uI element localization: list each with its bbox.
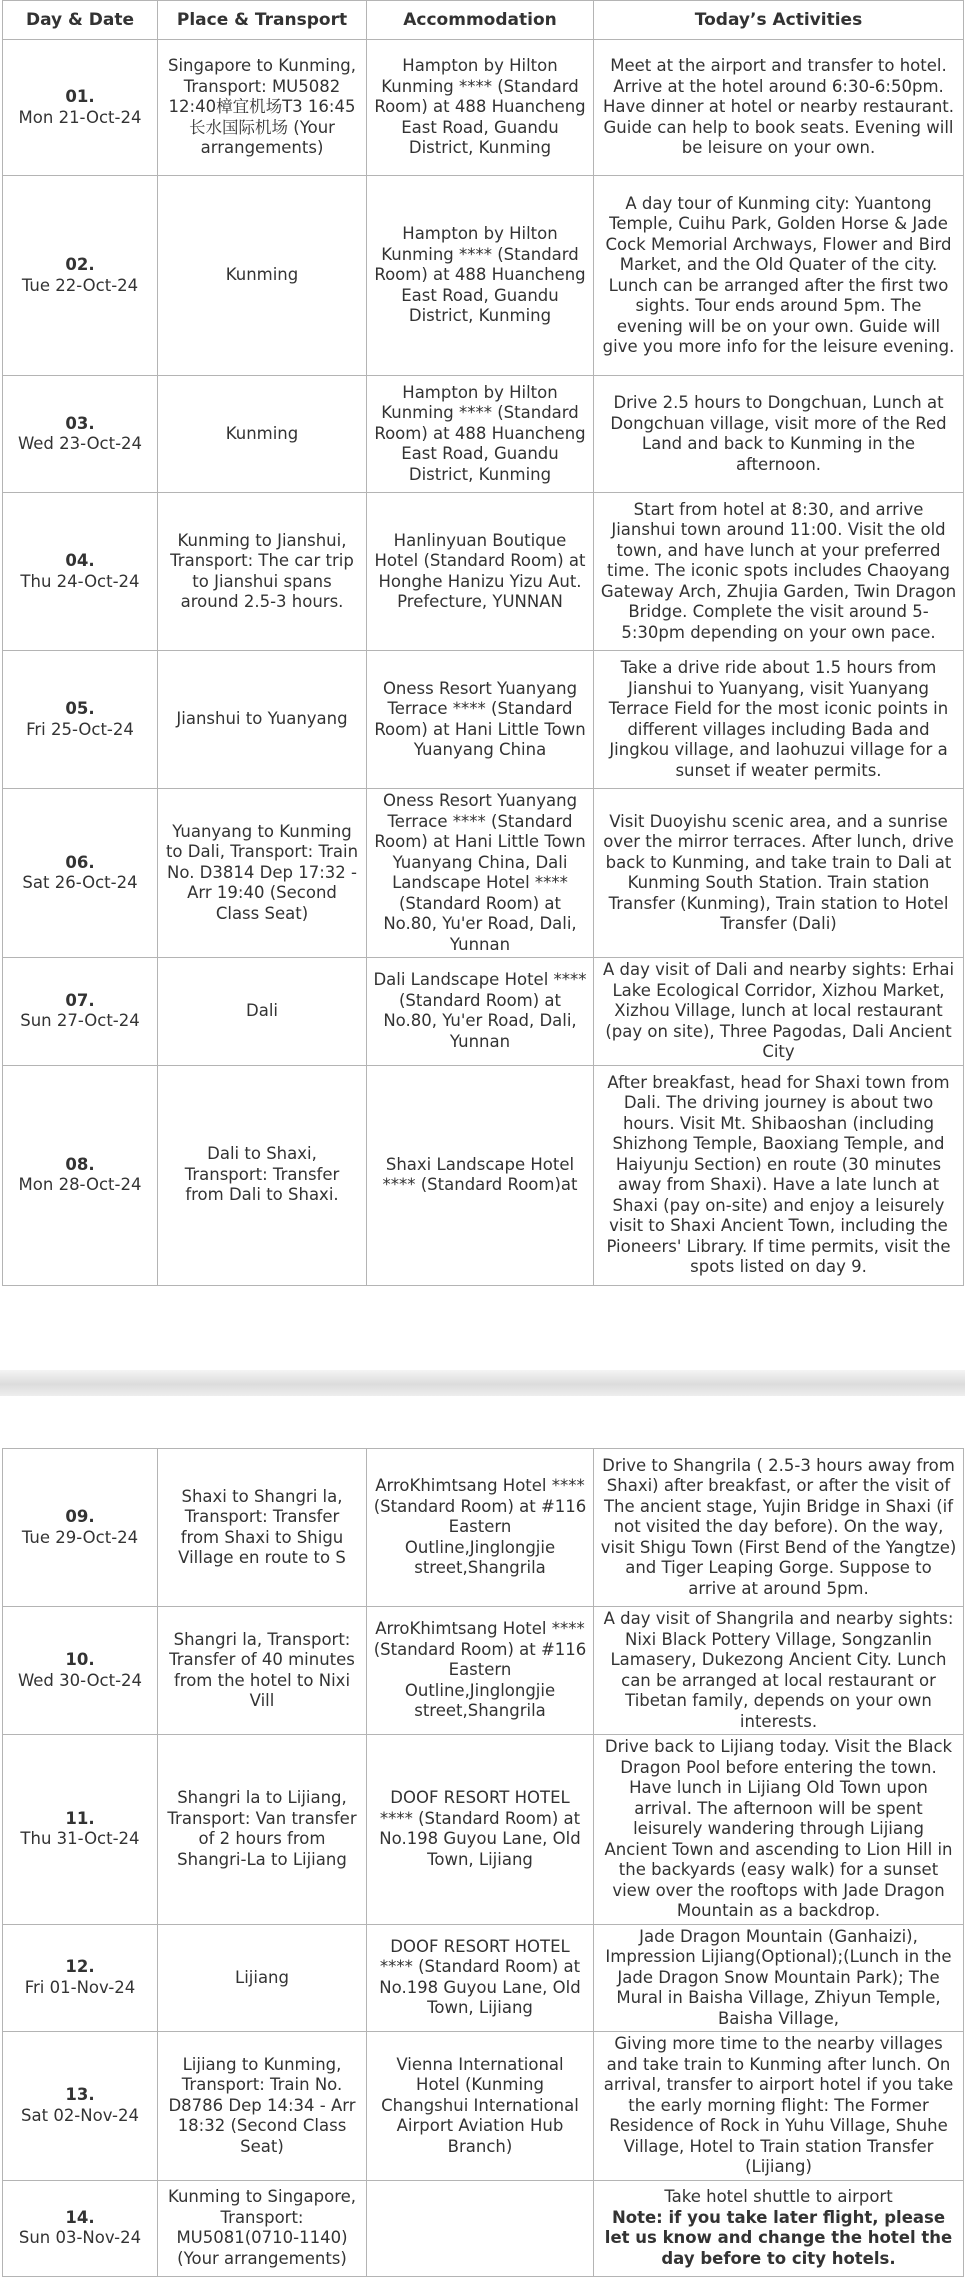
itinerary-page-1	[2, 0, 963, 1286]
day-number: 08.	[65, 1154, 95, 1174]
day-number: 04.	[65, 551, 95, 570]
accommodation-cell	[367, 2180, 594, 2276]
day-date: Tue 29-Oct-24	[21, 1527, 139, 1547]
accommodation-cell: Dali Landscape Hotel **** (Standard Room) at No.80, Yu'er Road, Dali, Yunnan	[367, 958, 594, 1066]
day-date-cell	[3, 2180, 158, 2276]
day-date: Thu 24-Oct-24	[20, 571, 140, 591]
place-transport-cell: Dali	[158, 958, 367, 1066]
day-number: 06.	[65, 852, 95, 872]
day-date: Wed 30-Oct-24	[17, 1670, 143, 1690]
table-row	[3, 1607, 964, 1735]
activities-cell: Drive back to Lijiang today. Visit the Black Dragon Pool before entering the town. Have lunch in Lijiang Old Town upon arrival. The afternoon will be spent leisurely wandering through Lijiang Ancient Town and ascending to Lion Hill in the backyards (easy walk) for a sunset view over the rooftops with Jade Dragon Mountain as a backdrop.	[594, 1735, 964, 1925]
day-number: 01.	[65, 87, 95, 106]
accommodation-cell: Hampton by Hilton Kunming **** (Standard Room) at 488 Huancheng East Road, Guandu District, Kunming	[367, 376, 594, 493]
header-place-transport: Place & Transport	[158, 1, 367, 40]
activities-cell: After breakfast, head for Shaxi town from Dali. The driving journey is about two hours. Visit Mt. Shibaoshan (including Shizhong Temple, Baoxiang Temple, and Haiyunju Section) en route (30 minutes away from Shaxi). Have a late lunch at Shaxi (pay on-site) and enjoy a leisurely visit to Shaxi Ancient Town, including the Pioneers' Library. If time permits, visit the spots listed on day 9.	[594, 1065, 964, 1285]
place-transport-cell: Yuanyang to Kunming to Dali, Transport: Train No. D3814 Dep 17:32 - Arr 19:40 (Second Class Seat)	[158, 789, 367, 958]
place-transport-cell: Kunming to Jianshui, Transport: The car trip to Jianshui spans around 2.5-3 hours.	[158, 493, 367, 651]
day-date-cell	[3, 958, 158, 1066]
table-row	[3, 40, 964, 176]
day-date: Sat 02-Nov-24	[21, 2105, 139, 2125]
activities-cell	[594, 2180, 964, 2276]
activities-cell: Jade Dragon Mountain (Ganhaizi), Impression Lijiang(Optional);(Lunch in the Jade Dragon Snow Mountain Park); The Mural in Baisha Village, Zhiyun Temple, Baisha Village,	[594, 1924, 964, 2032]
day-date: Tue 22-Oct-24	[21, 275, 139, 295]
accommodation-cell: Shaxi Landscape Hotel **** (Standard Room)at	[367, 1065, 594, 1285]
table-row	[3, 958, 964, 1066]
day-date: Sat 26-Oct-24	[22, 873, 138, 892]
day-date-cell	[3, 1065, 158, 1285]
accommodation-cell: Hampton by Hilton Kunming **** (Standard Room) at 488 Huancheng East Road, Guandu District, Kunming	[367, 40, 594, 176]
accommodation-cell: Oness Resort Yuanyang Terrace **** (Standard Room) at Hani Little Town Yuanyang China, Dali Landscape Hotel **** (Standard Room) at No.80, Yu'er Road, Dali, Yunnan	[367, 789, 594, 958]
day-date-cell	[3, 2032, 158, 2181]
activities-cell: Drive to Shangrila ( 2.5-3 hours away from Shaxi) after breakfast, or after the visit of The ancient stage, Yujin Bridge in Shaxi (if not visited the day before). On the way, visit Shigu Town (First Bend of the Yangtze) and Tiger Leaping Gorge. Suppose to arrive at around 5pm.	[594, 1449, 964, 1607]
accommodation-cell: DOOF RESORT HOTEL **** (Standard Room) at No.198 Guyou Lane, Old Town, Lijiang	[367, 1735, 594, 1925]
day-date: Mon 21-Oct-24	[18, 107, 142, 127]
table-row	[3, 2180, 964, 2276]
day-number: 10.	[65, 1650, 95, 1669]
day-date-cell	[3, 1607, 158, 1735]
place-transport-cell: Lijiang to Kunming, Transport: Train No. D8786 Dep 14:34 - Arr 18:32 (Second Class Seat)	[158, 2032, 367, 2181]
page-separator	[0, 1370, 965, 1396]
day-date-cell	[3, 789, 158, 958]
accommodation-cell: Hanlinyuan Boutique Hotel (Standard Room) at Honghe Hanizu Yizu Aut. Prefecture, YUNNAN	[367, 493, 594, 651]
accommodation-cell: Oness Resort Yuanyang Terrace **** (Standard Room) at Hani Little Town Yuanyang China	[367, 651, 594, 789]
day-number: 14.	[65, 2207, 95, 2227]
activities-cell: Take a drive ride about 1.5 hours from Jianshui to Yuanyang, visit Yuanyang Terrace Field for the most iconic points in different villages including Bada and Jingkou village, and laohuzui village for a sunset if weater permits.	[594, 651, 964, 789]
day-date-cell	[3, 1449, 158, 1607]
header-activities: Today’s Activities	[594, 1, 964, 40]
day-date: Fri 01-Nov-24	[24, 1977, 136, 1997]
table-row	[3, 376, 964, 493]
itinerary-page-2	[2, 1448, 963, 2277]
activities-cell: A day tour of Kunming city: Yuantong Temple, Cuihu Park, Golden Horse & Jade Cock Memorial Archways, Flower and Bird Market, and the Old Quater of the city. Lunch can be arranged after the first two sights. Tour ends around 5pm. The evening will be on your own. Guide will give you more info for the leisure evening.	[594, 176, 964, 376]
activities-cell: A day visit of Dali and nearby sights: Erhai Lake Ecological Corridor, Xizhou Market, Xizhou Village, lunch at local restaurant (pay on site), Three Pagodas, Dali Ancient City	[594, 958, 964, 1066]
day-number: 07.	[65, 990, 95, 1010]
day-date: Sun 27-Oct-24	[20, 1011, 140, 1031]
table-row	[3, 2032, 964, 2181]
day-number: 13.	[65, 2085, 95, 2105]
day-date: Thu 31-Oct-24	[20, 1829, 140, 1849]
table-header-row	[3, 1, 964, 40]
table-row	[3, 493, 964, 651]
table-row	[3, 1065, 964, 1285]
table-row	[3, 651, 964, 789]
table-row	[3, 1735, 964, 1925]
day-date-cell	[3, 1924, 158, 2032]
day-date-cell	[3, 651, 158, 789]
activities-cell: Meet at the airport and transfer to hotel. Arrive at the hotel around 6:30-6:50pm. Have dinner at hotel or nearby restaurant. Guide can help to book seats. Evening will be leisure on your own.	[594, 40, 964, 176]
day-date: Sun 03-Nov-24	[18, 2228, 142, 2247]
place-transport-cell: Kunming to Singapore, Transport: MU5081(0710-1140) (Your arrangements)	[158, 2180, 367, 2276]
day-number: 11.	[65, 1808, 95, 1828]
place-transport-cell: Dali to Shaxi, Transport: Transfer from Dali to Shaxi.	[158, 1065, 367, 1285]
table-row	[3, 789, 964, 958]
place-transport-cell: Jianshui to Yuanyang	[158, 651, 367, 789]
day-date-cell	[3, 1735, 158, 1925]
table-row	[3, 1449, 964, 1607]
place-transport-cell: Shaxi to Shangri la, Transport: Transfer from Shaxi to Shigu Village en route to S	[158, 1449, 367, 1607]
place-transport-cell: Singapore to Kunming, Transport: MU5082 12:40樟宜机场T3 16:45 长水国际机场 (Your arrangements)	[158, 40, 367, 176]
day-date: Fri 25-Oct-24	[26, 719, 134, 739]
place-transport-cell: Kunming	[158, 176, 367, 376]
itinerary-table-2	[2, 1448, 964, 2277]
activities-cell: Start from hotel at 8:30, and arrive Jianshui town around 11:00. Visit the old town, and have lunch at your preferred time. The iconic spots includes Chaoyang Gateway Arch, Zhujia Garden, Twin Dragon Bridge. Complete the visit around 5-5:30pm depending on your own pace.	[594, 493, 964, 651]
activities-cell: Drive 2.5 hours to Dongchuan, Lunch at Dongchuan village, visit more of the Red Land and back to Kunming in the afternoon.	[594, 376, 964, 493]
day-date-cell	[3, 176, 158, 376]
day-date: Wed 23-Oct-24	[17, 434, 143, 453]
activity-text: Take hotel shuttle to airport	[664, 2187, 893, 2206]
day-date-cell	[3, 40, 158, 176]
day-number: 03.	[65, 413, 95, 433]
accommodation-cell: ArroKhimtsang Hotel **** (Standard Room) at #116 Eastern Outline,Jinglongjie street,Shangrila	[367, 1607, 594, 1735]
itinerary-table-1	[2, 0, 964, 1286]
flight-note: Note: if you take later flight, please let us know and change the hotel the day before to city hotels.	[604, 2207, 953, 2268]
table-row	[3, 176, 964, 376]
day-number: 09.	[65, 1507, 95, 1526]
day-date-cell	[3, 493, 158, 651]
place-transport-cell: Shangri la, Transport: Transfer of 40 minutes from the hotel to Nixi Vill	[158, 1607, 367, 1735]
accommodation-cell: DOOF RESORT HOTEL **** (Standard Room) at No.198 Guyou Lane, Old Town, Lijiang	[367, 1924, 594, 2032]
place-transport-cell: Shangri la to Lijiang, Transport: Van transfer of 2 hours from Shangri-La to Lijiang	[158, 1735, 367, 1925]
accommodation-cell: ArroKhimtsang Hotel **** (Standard Room) at #116 Eastern Outline,Jinglongjie street,Shangrila	[367, 1449, 594, 1607]
header-day-date: Day & Date	[3, 1, 158, 40]
day-date-cell	[3, 376, 158, 493]
accommodation-cell: Hampton by Hilton Kunming **** (Standard Room) at 488 Huancheng East Road, Guandu District, Kunming	[367, 176, 594, 376]
table-row	[3, 1924, 964, 2032]
day-number: 02.	[65, 255, 95, 274]
place-transport-cell: Kunming	[158, 376, 367, 493]
day-number: 12.	[65, 1957, 95, 1977]
accommodation-cell: Vienna International Hotel (Kunming Changshui International Airport Aviation Hub Branch)	[367, 2032, 594, 2181]
activities-cell: Giving more time to the nearby villages and take train to Kunming after lunch. On arrival, transfer to airport hotel if you take the early morning flight: The Former Residence of Rock in Yuhu Village, Shuhe Village, Hotel to Train station Transfer (Lijiang)	[594, 2032, 964, 2181]
header-accommodation: Accommodation	[367, 1, 594, 40]
activities-cell: Visit Duoyishu scenic area, and a sunrise over the mirror terraces. After lunch, drive back to Kunming, and take train to Dali at Kunming South Station. Train station Transfer (Kunming), Train station to Hotel Transfer (Dali)	[594, 789, 964, 958]
day-number: 05.	[65, 699, 95, 718]
activities-cell: A day visit of Shangrila and nearby sights: Nixi Black Pottery Village, Songzanlin Lamasery, Dukezong Ancient City. Lunch can be arranged at local restaurant or Tibetan family, depends on your own interests.	[594, 1607, 964, 1735]
place-transport-cell: Lijiang	[158, 1924, 367, 2032]
day-date: Mon 28-Oct-24	[18, 1175, 142, 1194]
